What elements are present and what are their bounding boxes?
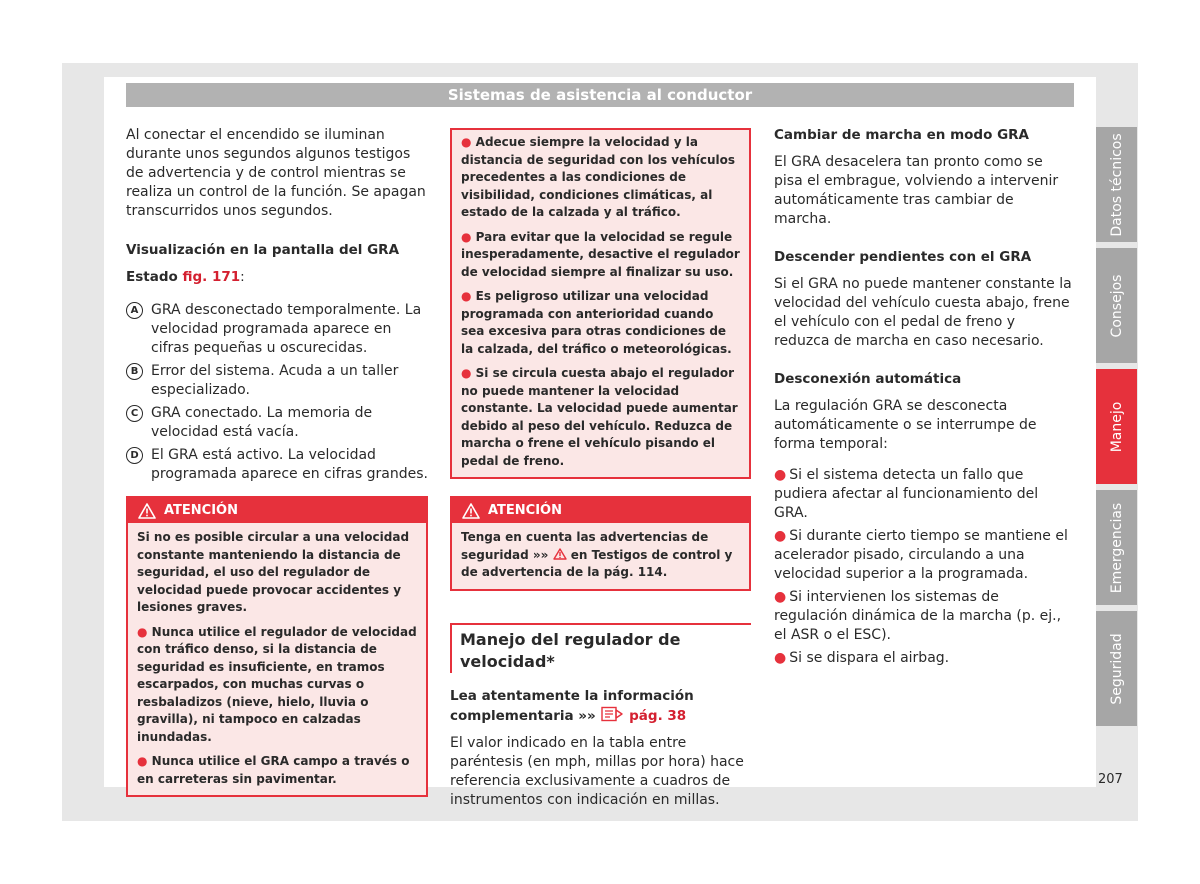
bullet-dot-icon: ●	[461, 135, 476, 149]
list-item	[126, 446, 428, 484]
warning-triangle-icon	[462, 503, 480, 519]
estado-label: Estado	[126, 269, 178, 285]
warning-header	[128, 498, 426, 523]
warning-bullet: ● Para evitar que la velocidad se regule inesperadamente, desactive el regulador de velocidad siempre al finalizar su uso.	[461, 229, 740, 279]
letter-d-badge: D	[126, 447, 143, 464]
body-paragraph: La regulación GRA se desconecta automáticamente o se interrumpe de forma temporal:	[774, 398, 1037, 452]
page-number: 207	[1098, 772, 1123, 787]
list-item-text: El GRA está activo. La velocidad programada aparece en cifras grandes.	[151, 447, 428, 482]
column-middle	[450, 128, 751, 830]
warning-bullet: ● Nunca utilice el GRA campo a través o en carreteras sin pavimentar.	[137, 754, 410, 786]
list-item-text: Error del sistema. Acuda a un taller especializado.	[151, 363, 399, 398]
column-left	[126, 126, 428, 797]
lead-text: Lea atentamente la información complementaria »» pág. 38	[450, 687, 694, 724]
list-item: ● Si intervienen los sistemas de regulación dinámica de la marcha (p. ej., el ASR o el ESC).	[774, 589, 1062, 643]
section-title: Manejo del regulador de velocidad*	[450, 623, 751, 673]
bullet-dot-icon: ●	[774, 650, 787, 666]
body-paragraph: El valor indicado en la tabla entre paréntesis (en mph, millas por hora) hace referencia exclusivamente a cuadros de instrumentos con indicación en millas.	[450, 734, 744, 808]
body-paragraph: Si el GRA no puede mantener constante la velocidad del vehículo cuesta abajo, frene el vehículo con el pedal de freno y reduzca de marcha en caso necesario.	[774, 276, 1072, 349]
bullet-dot-icon: ●	[774, 467, 787, 483]
page-link[interactable]: pág. 38	[629, 707, 687, 724]
warning-bullet: ● Nunca utilice el regulador de velocidad con tráfico denso, si la distancia de seguridad es insuficiente, en tramos escarpados, con muchas curvas o resbaladizos (nieve, hielo, lluvia o gravilla), ni tampoco en calzadas inundadas.	[137, 624, 417, 744]
bullet-dot-icon: ●	[137, 754, 152, 768]
estado-colon: :	[240, 269, 245, 285]
warning-title: ATENCIÓN	[488, 503, 562, 518]
warning-intro: Si no es posible circular a una velocidad constante manteniendo la distancia de seguridad, el uso del regulador de velocidad puede provocar accidentes y lesiones graves.	[137, 530, 410, 614]
intro-paragraph: Al conectar el encendido se iluminan durante unos segundos algunos testigos de advertencia y de control mientras se realiza un control de la función. Se apagan transcurridos unos segundos.	[126, 127, 426, 219]
letter-c-badge: C	[126, 405, 143, 422]
section-heading: Desconexión automática	[774, 371, 962, 387]
warning-bullet: ● Adecue siempre la velocidad y la distancia de seguridad con los vehículos precedentes a las condiciones de visibilidad, condiciones climáticas, al estado de la calzada y al tráfico.	[461, 135, 736, 219]
tab-emergencias[interactable]: Emergencias	[1096, 490, 1137, 605]
list-item-text: GRA desconectado temporalmente. La velocidad programada aparece en cifras pequeñas u oscurecidas.	[151, 302, 422, 356]
list-item	[126, 404, 428, 442]
warning-bullet: ● Si se circula cuesta abajo el regulador no puede mantener la velocidad constante. La velocidad puede aumentar debido al peso del vehículo. Reduzca de marcha o frene el vehículo pisando el pedal de freno.	[461, 366, 738, 468]
tab-consejos[interactable]: Consejos	[1096, 248, 1137, 363]
warning-title: ATENCIÓN	[164, 503, 238, 518]
warning-text: Tenga en cuenta las advertencias de seguridad »» en Testigos de control y de advertencia de la pág. 114.	[461, 530, 733, 579]
chapter-header: Sistemas de asistencia al conductor	[126, 83, 1074, 107]
bullet-dot-icon: ●	[137, 624, 152, 639]
body-paragraph: El GRA desacelera tan pronto como se pisa el embrague, volviendo a intervenir automáticamente tras cambiar de marcha.	[774, 154, 1059, 227]
warning-triangle-icon	[138, 503, 156, 519]
warning-bullet: ● Es peligroso utilizar una velocidad programada con anterioridad cuando sea excesiva para otras condiciones de la calzada, del tráfico o meteorológicas.	[461, 289, 732, 356]
warning-box-continued	[450, 128, 751, 479]
bullet-dot-icon: ●	[774, 589, 787, 605]
bullet-dot-icon: ●	[461, 289, 476, 303]
warning-header	[452, 498, 749, 523]
tab-manejo[interactable]: Manejo	[1096, 369, 1137, 484]
warning-box-2	[450, 496, 751, 591]
display-heading: Visualización en la pantalla del GRA	[126, 242, 400, 258]
bullet-dot-icon: ●	[461, 366, 476, 380]
section-heading: Descender pendientes con el GRA	[774, 249, 1032, 265]
bullet-dot-icon: ●	[461, 229, 476, 244]
tab-datos-tecnicos[interactable]: Datos técnicos	[1096, 127, 1137, 242]
list-item: ● Si durante cierto tiempo se mantiene el acelerador pisado, circulando a una velocidad superior a la programada.	[774, 528, 1068, 582]
list-item	[126, 301, 428, 358]
list-item-text: GRA conectado. La memoria de velocidad está vacía.	[151, 405, 373, 440]
bullet-dot-icon: ●	[774, 528, 787, 544]
letter-a-badge: A	[126, 302, 143, 319]
warning-triangle-icon	[553, 548, 567, 560]
column-right	[774, 126, 1074, 672]
warning-box	[126, 496, 428, 797]
figure-link[interactable]: fig. 171	[182, 269, 241, 285]
estado-line	[126, 268, 428, 287]
list-item	[126, 362, 428, 400]
list-item: ● Si el sistema detecta un fallo que pudiera afectar al funcionamiento del GRA.	[774, 467, 1039, 521]
book-reference-icon	[600, 706, 624, 722]
list-item: ● Si se dispara el airbag.	[774, 650, 950, 666]
letter-b-badge: B	[126, 363, 143, 380]
section-heading: Cambiar de marcha en modo GRA	[774, 127, 1029, 143]
tab-seguridad[interactable]: Seguridad	[1096, 611, 1137, 726]
